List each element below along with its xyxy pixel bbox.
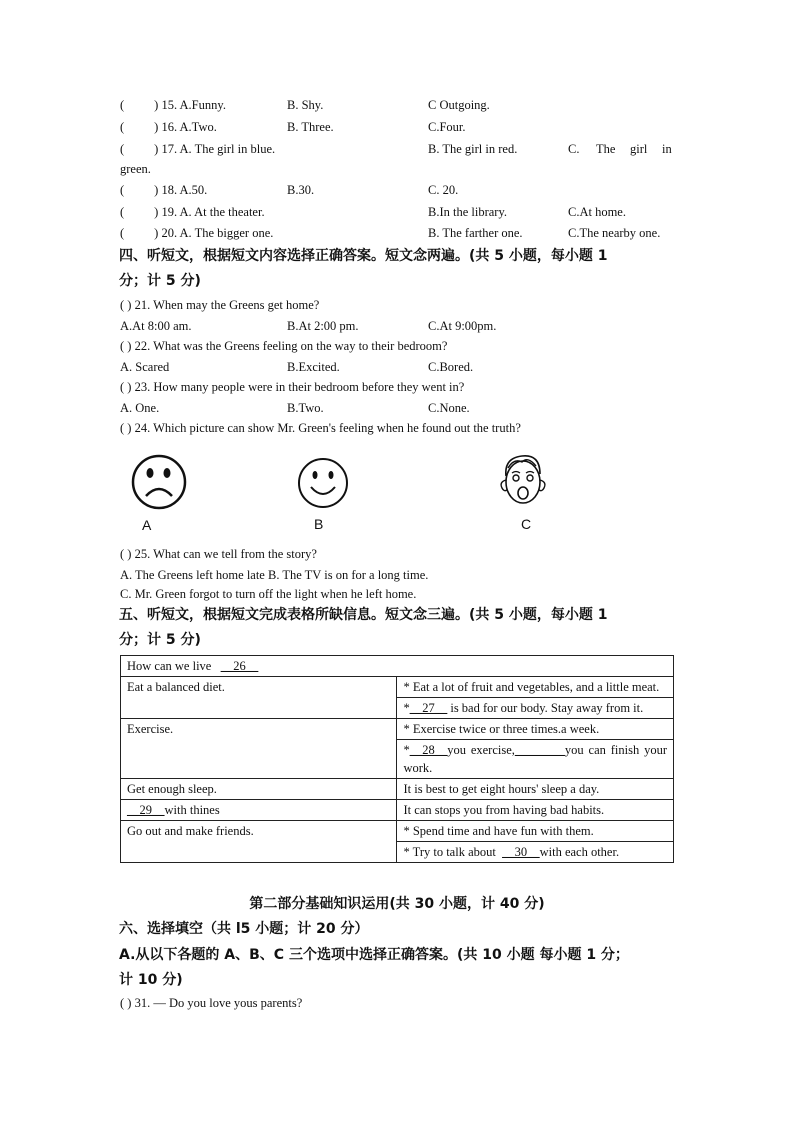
- question-21: ( ) 21. When may the Greens get home?: [120, 298, 320, 312]
- table-row: [121, 779, 674, 800]
- q20-option-b: B. The farther one.: [428, 226, 523, 240]
- q15-option-c: C Outgoing.: [428, 98, 490, 112]
- q17-option-c-wrap: green.: [120, 162, 151, 176]
- section4-heading-line2: 分；计 5 分): [119, 273, 201, 289]
- q23-option-a: A. One.: [120, 401, 160, 415]
- q17-option-c-1: C.: [568, 142, 580, 156]
- question-22: ( ) 22. What was the Greens feeling on the way to their bedroom?: [120, 339, 448, 353]
- table-row: [121, 677, 674, 698]
- picture-label-a: A: [142, 517, 152, 533]
- surprised-face-icon: [492, 450, 554, 512]
- q17-option-c-3: girl: [630, 142, 648, 156]
- sectionA-heading-line2: 计 10 分): [119, 972, 183, 988]
- smiley-face-icon: [295, 455, 351, 511]
- section5-heading-line1: 五、听短文，根据短文完成表格所缺信息。短文念三遍。(共 5 小题，每小题 1: [119, 607, 608, 623]
- q16-option-b: B. Three.: [287, 120, 334, 134]
- q22-option-c: C.Bored.: [428, 360, 474, 374]
- table-row: [121, 800, 674, 821]
- question-23: ( ) 23. How many people were in their bedroom before they went in?: [120, 380, 465, 394]
- table-cell: * Spend time and have fun with them.: [397, 821, 674, 842]
- table-cell: It is best to get eight hours' sleep a day.: [397, 779, 674, 800]
- table-row: [121, 821, 674, 842]
- question-19: ( ) 19. A. At the theater.: [120, 205, 265, 219]
- table-cell: It can stops you from having bad habits.: [397, 800, 674, 821]
- q17-option-c-2: The: [596, 142, 616, 156]
- q22-option-a: A. Scared: [120, 360, 170, 374]
- table-cell: Get enough sleep.: [121, 779, 397, 800]
- section4-heading-line1: 四、听短文，根据短文内容选择正确答案。短文念两遍。(共 5 小题，每小题 1: [119, 248, 608, 264]
- question-24: ( ) 24. Which picture can show Mr. Green's feeling when he found out the truth?: [120, 421, 521, 435]
- q21-option-b: B.At 2:00 pm.: [287, 319, 359, 333]
- blank-29[interactable]: __29__: [127, 803, 165, 817]
- table-cell: *__28__you exercise,________you can finish your work.: [397, 740, 674, 779]
- q18-option-b: B.30.: [287, 183, 315, 197]
- table-cell: __29__with thines: [121, 800, 397, 821]
- q18-option-c: C. 20.: [428, 183, 459, 197]
- question-25: ( ) 25. What can we tell from the story?: [120, 547, 317, 561]
- question-16: ( ) 16. A.Two.: [120, 120, 217, 134]
- q15-option-b: B. Shy.: [287, 98, 324, 112]
- q21-option-c: C.At 9:00pm.: [428, 319, 497, 333]
- part2-title: 第二部分基础知识运用(共 30 小题，计 40 分): [249, 896, 545, 912]
- section6-heading: 六、选择填空（共 l5 小题；计 20 分）: [119, 921, 369, 937]
- table-row: [121, 656, 674, 677]
- blank-27[interactable]: __27__: [409, 701, 448, 715]
- question-17: ( ) 17. A. The girl in blue.: [120, 142, 276, 156]
- q19-option-c: C.At home.: [568, 205, 626, 219]
- blank-28b[interactable]: ________: [514, 743, 565, 757]
- picture-label-b: B: [314, 516, 324, 532]
- table-cell: * Exercise twice or three times.a week.: [397, 719, 674, 740]
- question-20: ( ) 20. A. The bigger one.: [120, 226, 274, 240]
- blank-26[interactable]: __26__: [220, 659, 259, 673]
- q17-option-b: B. The girl in red.: [428, 142, 518, 156]
- q17-option-c-4: in: [662, 142, 672, 156]
- table-cell: Exercise.: [121, 719, 397, 779]
- table-cell: * Try to talk about __30__with each other.: [397, 842, 674, 863]
- table-title-cell: How can we live __26__: [121, 656, 674, 677]
- q16-option-c: C.Four.: [428, 120, 466, 134]
- q20-option-c: C.The nearby one.: [568, 226, 661, 240]
- info-table: [120, 655, 674, 863]
- question-31: ( ) 31. — Do you love yous parents?: [120, 996, 303, 1010]
- q21-option-a: A.At 8:00 am.: [120, 319, 192, 333]
- table-row: [121, 719, 674, 740]
- sad-face-icon: [128, 452, 190, 512]
- q22-option-b: B.Excited.: [287, 360, 340, 374]
- blank-28[interactable]: __28__: [409, 743, 448, 757]
- sectionA-heading-line1: A.从以下各题的 A、B、C 三个选项中选择正确答案。(共 10 小题 每小题 1 分；: [119, 947, 629, 963]
- q25-option-c: C. Mr. Green forgot to turn off the light when he left home.: [120, 587, 417, 601]
- table-cell: Go out and make friends.: [121, 821, 397, 863]
- q23-option-c: C.None.: [428, 401, 470, 415]
- table-cell: *__27__ is bad for our body. Stay away from it.: [397, 698, 674, 719]
- q25-options-ab: A. The Greens left home late B. The TV is on for a long time.: [120, 568, 429, 582]
- q19-option-b: B.In the library.: [428, 205, 508, 219]
- picture-label-c: C: [521, 516, 532, 532]
- section5-heading-line2: 分；计 5 分): [119, 632, 201, 648]
- q23-option-b: B.Two.: [287, 401, 324, 415]
- blank-30[interactable]: __30__: [502, 845, 540, 859]
- question-18: ( ) 18. A.50.: [120, 183, 208, 197]
- table-cell: Eat a balanced diet.: [121, 677, 397, 719]
- table-cell: * Eat a lot of fruit and vegetables, and a little meat.: [397, 677, 674, 698]
- question-15: ( ) 15. A.Funny.: [120, 98, 226, 112]
